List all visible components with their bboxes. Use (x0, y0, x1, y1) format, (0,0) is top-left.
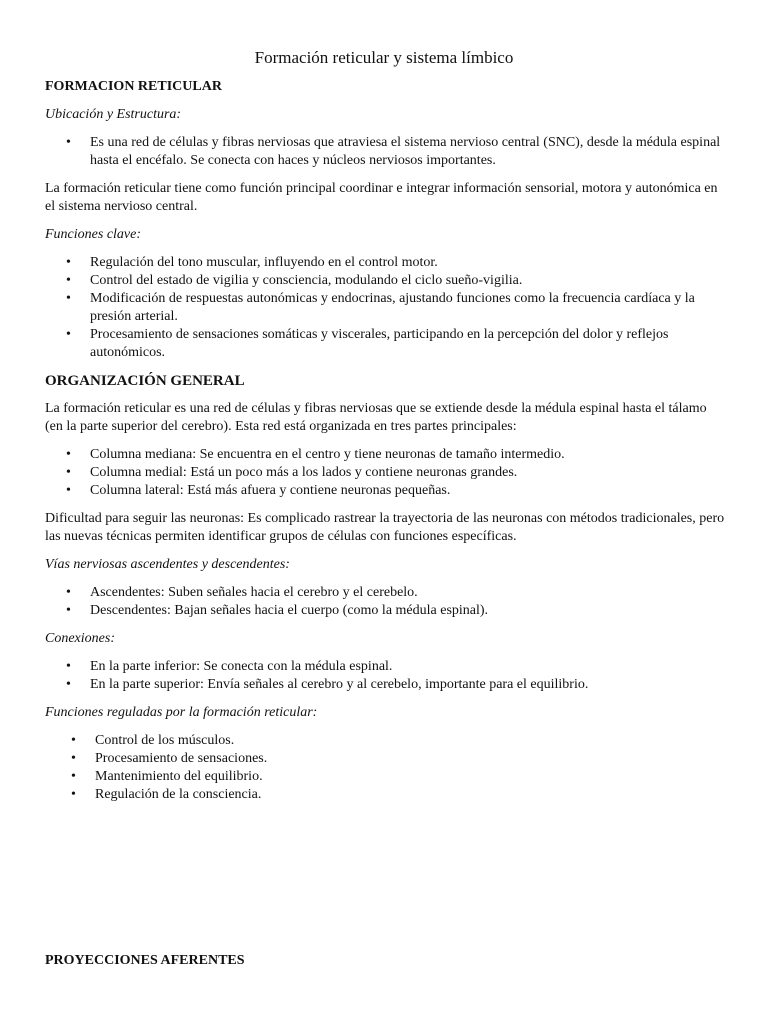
list-item-text: Ascendentes: Suben señales hacia el cerebro y el cerebelo. (90, 585, 418, 600)
bullet-icon: • (71, 751, 76, 766)
document-title: Formación reticular y sistema límbico (254, 48, 514, 67)
list-item (45, 786, 725, 804)
list-item (45, 134, 725, 170)
bullet-icon: • (66, 659, 71, 674)
list-item (45, 750, 725, 768)
list-item (45, 290, 725, 326)
bullet-icon: • (66, 585, 71, 600)
list-item-text: Columna medial: Está un poco más a los lados y contiene neuronas grandes. (90, 465, 518, 480)
subheading-conexiones: Conexiones: (45, 631, 115, 646)
bullet-icon: • (66, 603, 71, 618)
list-item (45, 446, 725, 464)
list-item (45, 732, 725, 750)
list-vias-nerviosas (45, 584, 725, 620)
bullet-icon: • (66, 677, 71, 692)
bullet-icon: • (66, 291, 71, 306)
bullet-icon: • (71, 787, 76, 802)
list-item (45, 584, 725, 602)
list-item (45, 254, 725, 272)
bullet-icon: • (66, 273, 71, 288)
list-item (45, 658, 725, 676)
list-item-text: Procesamiento de sensaciones somáticas y viscerales, participando en la percepción del dolor y reflejos autonómicos. (90, 327, 669, 360)
subheading-funciones-clave: Funciones clave: (45, 227, 142, 242)
list-item-text: Regulación del tono muscular, influyendo en el control motor. (90, 255, 438, 270)
list-item-text: Modificación de respuestas autonómicas y endocrinas, ajustando funciones como la frecuencia cardíaca y la presión arterial. (90, 291, 695, 324)
list-conexiones (45, 658, 725, 694)
list-item-text: Columna mediana: Se encuentra en el centro y tiene neuronas de tamaño intermedio. (90, 447, 565, 462)
list-item-text: Regulación de la consciencia. (95, 787, 262, 802)
list-item-text: En la parte inferior: Se conecta con la médula espinal. (90, 659, 393, 674)
list-item (45, 676, 725, 694)
list-item-text: Es una red de células y fibras nerviosas que atraviesa el sistema nervioso central (SNC), desde la médula espinal hasta el encéfalo. Se conecta con haces y núcleos nerviosos importantes. (90, 135, 721, 168)
list-ubicacion (45, 134, 725, 170)
list-columnas (45, 446, 725, 500)
section-heading-formacion-reticular: FORMACION RETICULAR (45, 79, 222, 94)
list-funciones-clave (45, 254, 725, 362)
paragraph-organizacion: La formación reticular es una red de células y fibras nerviosas que se extiende desde la médula espinal hasta el tálamo (en la parte superior del cerebro). Esta red está organizada en tres partes principales: (45, 401, 707, 434)
bullet-icon: • (66, 447, 71, 462)
bullet-icon: • (71, 769, 76, 784)
list-funciones-reguladas (45, 732, 725, 804)
bullet-icon: • (66, 483, 71, 498)
bullet-icon: • (66, 465, 71, 480)
subheading-ubicacion: Ubicación y Estructura: (45, 107, 182, 122)
list-item-text: En la parte superior: Envía señales al cerebro y al cerebelo, importante para el equilibrio. (90, 677, 589, 692)
list-item (45, 602, 725, 620)
list-item-text: Procesamiento de sensaciones. (95, 751, 268, 766)
bullet-icon: • (66, 135, 71, 150)
section-heading-proyecciones-aferentes: PROYECCIONES AFERENTES (45, 953, 245, 968)
list-item-text: Columna lateral: Está más afuera y contiene neuronas pequeñas. (90, 483, 451, 498)
section-heading-organizacion-general: ORGANIZACIÓN GENERAL (45, 373, 245, 389)
list-item-text: Mantenimiento del equilibrio. (95, 769, 263, 784)
document-body (45, 78, 725, 980)
list-item (45, 482, 725, 500)
list-item (45, 326, 725, 362)
list-item-text: Control de los músculos. (95, 733, 235, 748)
bullet-icon: • (71, 733, 76, 748)
list-item (45, 768, 725, 786)
bullet-icon: • (66, 255, 71, 270)
paragraph-funcion-principal: La formación reticular tiene como función principal coordinar e integrar información sensorial, motora y autonómica en el sistema nervioso central. (45, 181, 718, 214)
blank-space (45, 814, 725, 952)
list-item-text: Control del estado de vigilia y consciencia, modulando el ciclo sueño-vigilia. (90, 273, 523, 288)
list-item (45, 464, 725, 482)
list-item-text: Descendentes: Bajan señales hacia el cuerpo (como la médula espinal). (90, 603, 489, 618)
list-item (45, 272, 725, 290)
subheading-funciones-reguladas: Funciones reguladas por la formación reticular: (45, 705, 318, 720)
subheading-vias-nerviosas: Vías nerviosas ascendentes y descendentes: (45, 557, 290, 572)
paragraph-dificultad: Dificultad para seguir las neuronas: Es complicado rastrear la trayectoria de las neuronas con métodos tradicionales, pero las nuevas técnicas permiten identificar grupos de células con funciones específicas. (45, 511, 725, 544)
bullet-icon: • (66, 327, 71, 342)
